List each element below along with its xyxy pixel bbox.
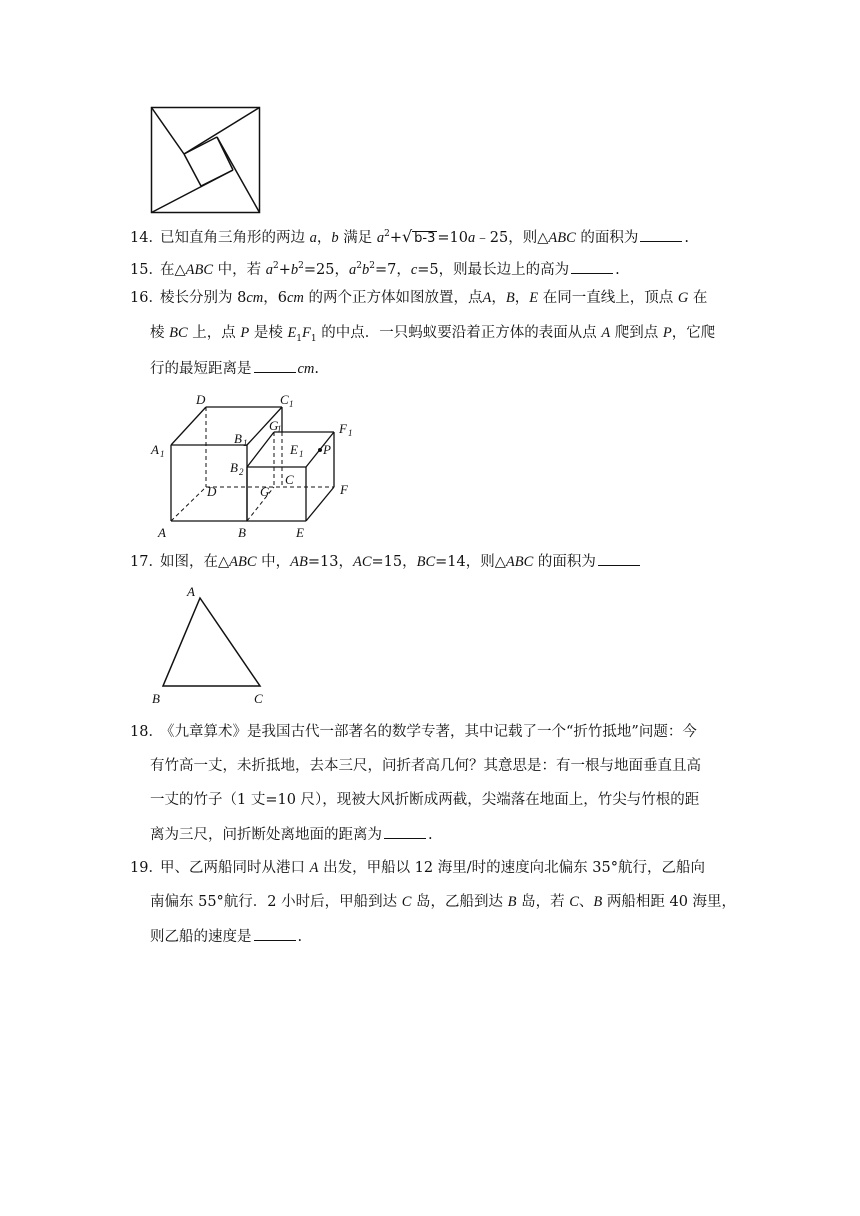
q-text: 棱长分别为 8 bbox=[160, 290, 247, 306]
var-a: a bbox=[309, 229, 317, 246]
var-b: b bbox=[290, 261, 299, 278]
point-label: E bbox=[287, 325, 297, 341]
triangle-ABC bbox=[163, 598, 260, 686]
label-C1: C bbox=[280, 392, 289, 407]
question-19 bbox=[130, 860, 740, 877]
q-text: 在同一直线上，顶点 bbox=[542, 290, 674, 306]
square-pinwheel-figure bbox=[150, 106, 262, 214]
q-text: 的面积为 bbox=[537, 554, 596, 570]
var-a: a bbox=[349, 261, 357, 278]
point-label: E bbox=[529, 290, 539, 306]
q-text: ，它爬 bbox=[671, 325, 716, 341]
q-text: ， bbox=[491, 290, 506, 306]
q-text: . bbox=[428, 827, 433, 843]
q-text: ，6 bbox=[263, 290, 287, 306]
q-text: 两船相距 40 海里， bbox=[606, 894, 737, 910]
question-19-line-3 bbox=[150, 928, 302, 946]
point-label: A bbox=[601, 325, 611, 341]
var-a: a bbox=[265, 261, 274, 278]
triangle-name: ABC bbox=[505, 554, 534, 570]
subscript: 1 bbox=[296, 333, 303, 344]
label-D: D bbox=[207, 484, 217, 499]
q-text: + bbox=[278, 261, 291, 278]
q-text: =7， bbox=[374, 261, 411, 278]
label-F1: F bbox=[339, 421, 347, 436]
label-E1: E bbox=[290, 442, 298, 457]
hidden-edge-A-D bbox=[171, 487, 206, 521]
question-18-line-4 bbox=[150, 826, 433, 844]
point-label: F bbox=[302, 325, 311, 341]
label-F: F bbox=[340, 482, 348, 497]
exponent: 2 bbox=[273, 261, 279, 271]
answer-blank[interactable] bbox=[384, 826, 426, 839]
q-text: 在△ bbox=[160, 261, 186, 278]
sqrt-content: b-3 bbox=[414, 230, 436, 246]
question-number: 16． bbox=[130, 290, 163, 306]
q-text: ﹣25，则△ bbox=[475, 229, 549, 246]
segment-label: BC bbox=[169, 325, 188, 341]
q-text: 岛，若 bbox=[521, 894, 565, 910]
label-D1: D bbox=[196, 392, 206, 407]
triangle-name: ABC bbox=[229, 554, 257, 570]
question-16 bbox=[130, 290, 740, 307]
question-19-line-2 bbox=[150, 894, 736, 911]
q-text: 行的最短距离是 bbox=[150, 361, 252, 377]
label-G1-sub: 1 bbox=[277, 424, 282, 434]
point-label: B bbox=[505, 290, 515, 306]
label-B2-sub: 2 bbox=[239, 467, 244, 477]
answer-blank[interactable] bbox=[571, 261, 613, 274]
unit-cm: cm bbox=[287, 290, 304, 306]
q-text: 有竹高一丈，未折抵地，去本三尺，问折者高几何？其意思是：有一根与地面垂直且高 bbox=[150, 758, 701, 774]
q-text: 如图，在△ bbox=[160, 554, 230, 570]
q-text: 上，点 bbox=[192, 325, 236, 341]
pinwheel-line-8 bbox=[184, 154, 201, 186]
q-text: . bbox=[615, 261, 620, 278]
point-label: G bbox=[677, 290, 689, 306]
q-text: 中，若 bbox=[217, 261, 262, 278]
label-A1-sub: 1 bbox=[160, 449, 165, 459]
pinwheel-line-5 bbox=[217, 137, 233, 170]
question-14 bbox=[130, 226, 740, 247]
exponent: 2 bbox=[298, 261, 304, 271]
q-text: 离为三尺，问折断处离地面的距离为 bbox=[150, 827, 382, 843]
q-text: 在 bbox=[692, 290, 708, 306]
answer-blank[interactable] bbox=[254, 360, 296, 373]
question-18-line-2 bbox=[150, 758, 701, 775]
triangle-name: ABC bbox=[185, 261, 214, 278]
q-text: + bbox=[389, 229, 402, 246]
label-F1-sub: 1 bbox=[348, 428, 353, 438]
unit-cm: cm bbox=[297, 361, 315, 377]
edge-E-F bbox=[306, 487, 334, 521]
label-P: P bbox=[323, 442, 331, 457]
question-16-line-3 bbox=[150, 360, 319, 378]
q-text: 出发，甲船以 12 海里/时的速度向北偏东 35°航行，乙船向 bbox=[323, 860, 705, 876]
q-text: 的中点．一只蚂蚁要沿着正方体的表面从点 bbox=[321, 325, 597, 341]
pinwheel-line-7 bbox=[201, 170, 233, 186]
label-G1: G bbox=[269, 418, 279, 433]
label-E: E bbox=[296, 525, 304, 540]
var-a: a bbox=[376, 229, 385, 246]
q-text: 一丈的竹子（1 丈=10 尺），现被大风折断成两截，尖端落在地面上，竹尖与竹根的距 bbox=[150, 792, 700, 808]
label-E1-sub: 1 bbox=[299, 449, 304, 459]
question-17 bbox=[130, 553, 740, 571]
q-text: =15， bbox=[371, 554, 417, 570]
var-c: c bbox=[410, 261, 418, 278]
answer-blank[interactable] bbox=[598, 553, 640, 566]
q-text: 《九章算术》是我国古代一部著名的数学专著，其中记载了一个“折竹抵地”问题：今 bbox=[160, 724, 697, 740]
point-label: B bbox=[507, 894, 517, 910]
point-label: P bbox=[662, 325, 672, 341]
q-text: 甲、乙两船同时从港口 bbox=[160, 860, 305, 876]
edge-A1-D1 bbox=[171, 407, 206, 445]
q-text: 爬到点 bbox=[614, 325, 659, 341]
q-text: . bbox=[314, 361, 320, 377]
question-16-line-2 bbox=[150, 325, 715, 348]
q-text: . bbox=[684, 229, 689, 246]
question-number: 14． bbox=[130, 229, 163, 246]
q-text: 中， bbox=[261, 554, 291, 570]
triangle-figure bbox=[146, 582, 272, 706]
question-number: 15． bbox=[130, 261, 163, 278]
point-P-dot bbox=[318, 448, 322, 452]
question-18-line-3 bbox=[150, 792, 699, 809]
label-A: A bbox=[187, 584, 195, 599]
pinwheel-line-1 bbox=[152, 108, 185, 155]
point-label: A bbox=[309, 860, 319, 876]
q-text: 则乙船的速度是 bbox=[150, 929, 252, 945]
point-label: P bbox=[240, 325, 250, 341]
exponent: 2 bbox=[369, 261, 375, 271]
segment-label: AB bbox=[290, 554, 308, 570]
q-text: =5，则最长边上的高为 bbox=[417, 261, 570, 278]
label-A1: A bbox=[151, 442, 159, 457]
q-text: 棱 bbox=[150, 325, 165, 341]
q-text: 满足 bbox=[343, 229, 373, 246]
label-G: G bbox=[260, 484, 270, 499]
var-a: a bbox=[468, 229, 476, 246]
point-label: C bbox=[401, 894, 412, 910]
q-text: 岛，乙船到达 bbox=[416, 894, 504, 910]
q-text: =14，则△ bbox=[435, 554, 506, 570]
exponent: 2 bbox=[384, 229, 390, 239]
question-number: 19． bbox=[130, 860, 163, 876]
segment-label: AC bbox=[352, 554, 372, 570]
two-cubes-figure bbox=[146, 388, 360, 540]
label-C: C bbox=[254, 691, 263, 706]
segment-label: BC bbox=[416, 554, 436, 570]
label-C1-sub: 1 bbox=[289, 399, 294, 409]
sqrt-icon: √ bbox=[401, 226, 413, 246]
label-B1: B bbox=[234, 431, 242, 446]
q-text: 南偏东 55°航行．2 小时后，甲船到达 bbox=[150, 894, 398, 910]
label-C: C bbox=[285, 472, 294, 487]
edge-B2-back bbox=[247, 432, 274, 467]
point-label: A bbox=[482, 290, 492, 306]
exponent: 2 bbox=[356, 261, 362, 271]
q-text: 、 bbox=[578, 894, 594, 910]
label-A: A bbox=[158, 525, 166, 540]
subscript: 1 bbox=[310, 333, 317, 344]
unit-cm: cm bbox=[246, 290, 264, 306]
q-text: ， bbox=[316, 229, 332, 246]
triangle-name: ABC bbox=[548, 229, 576, 246]
q-text: 已知直角三角形的两边 bbox=[160, 229, 305, 246]
var-b: b bbox=[331, 229, 339, 246]
point-label: B bbox=[593, 894, 603, 910]
q-text: 的两个正方体如图放置，点 bbox=[308, 290, 483, 306]
question-number: 17． bbox=[130, 554, 163, 570]
answer-blank[interactable] bbox=[254, 928, 296, 941]
question-18 bbox=[130, 724, 740, 741]
label-B2: B bbox=[230, 460, 238, 475]
q-text: 是棱 bbox=[253, 325, 283, 341]
q-text: 的面积为 bbox=[580, 229, 639, 246]
q-text: ， bbox=[514, 290, 530, 306]
label-B1-sub: 1 bbox=[243, 438, 248, 448]
q-text: . bbox=[297, 929, 303, 945]
answer-blank[interactable] bbox=[640, 229, 682, 242]
point-label: C bbox=[569, 894, 579, 910]
outer-square bbox=[152, 108, 260, 213]
question-15 bbox=[130, 258, 740, 279]
question-number: 18． bbox=[130, 724, 163, 740]
var-b: b bbox=[361, 261, 370, 278]
q-text: =13， bbox=[307, 554, 353, 570]
label-B: B bbox=[152, 691, 160, 706]
q-text: =10 bbox=[437, 229, 468, 246]
q-text: =25， bbox=[303, 261, 349, 278]
label-B: B bbox=[238, 525, 246, 540]
